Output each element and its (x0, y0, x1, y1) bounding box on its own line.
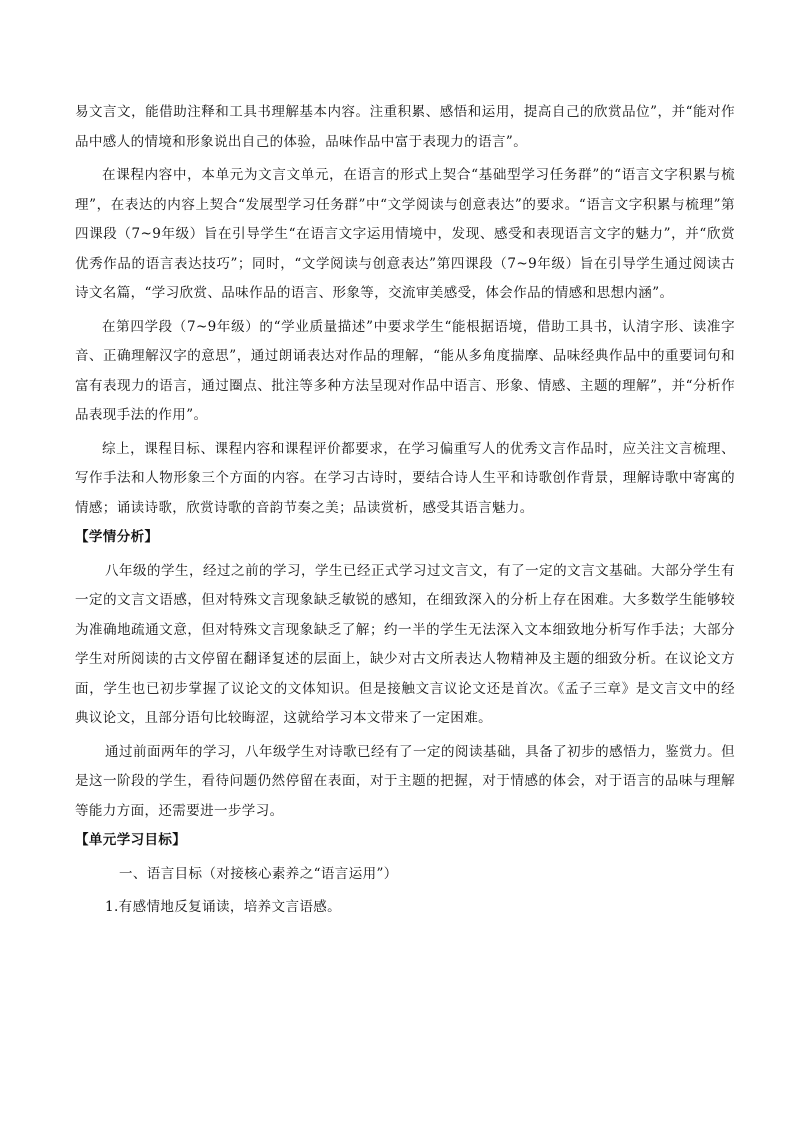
section-heading-student-analysis: 【学情分析】 (75, 529, 159, 545)
quality-description-paragraph: 在第四学段（7~9年级）的“学业质量描述”中要求学生“能根据语境，借助工具书，认清字形、读准字音、正确理解汉字的意思”，通过朗诵表达对作品的理解，“能从多角度揣摩、品味经典作品中的重要词句和富有表现力的语言，通过圈点、批注等多种方法呈现对作品中语言、形象、情感、主题的理解”，并“分析作品表现手法的作用”。 (75, 318, 735, 423)
document-page (75, 98, 735, 923)
section-heading-unit-goals: 【单元学习目标】 (75, 832, 187, 848)
goal-item-1: 1.有感情地反复诵读，培养文言语感。 (105, 899, 342, 915)
summary-paragraph: 综上，课程目标、课程内容和课程评价都要求，在学习偏重写人的优秀文言作品时，应关注文言梳理、写作手法和人物形象三个方面的内容。在学习古诗时，要结合诗人生平和诗歌创作背景，理解诗歌中寄寓的情感；诵读诗歌，欣赏诗歌的音韵节奏之美；品读赏析，感受其语言魅力。 (75, 440, 735, 516)
course-content-paragraph: 在课程内容中，本单元为文言文单元，在语言的形式上契合“基础型学习任务群”的“语言文字积累与梳理”，在表达的内容上契合“发展型学习任务群”中“文学阅读与创意表达”的要求。“语言文字积累与梳理”第四课段（7~9年级）旨在引导学生“在语言文字运用情境中，发现、感受和表现语言文字的魅力”，并“欣赏优秀作品的语言表达技巧”；同时，“文学阅读与创意表达”第四课段（7~9年级）旨在引导学生通过阅读古诗文名篇，“学习欣赏、品味作品的语言、形象等，交流审美感受，体会作品的情感和思想内涵”。 (75, 167, 735, 301)
goal-category-language: 一、语言目标（对接核心素养之“语言运用”） (119, 865, 398, 882)
student-analysis-paragraph-1: 八年级的学生，经过之前的学习，学生已经正式学习过文言文，有了一定的文言文基础。大部分学生有一定的文言文语感，但对特殊文言现象缺乏敏锐的感知，在细致深入的分析上存在困难。大多数学生能够较为准确地疏通文意，但对特殊文言现象缺乏了解；约一半的学生无法深入文本细致地分析写作手法；大部分学生对所阅读的古文停留在翻译复述的层面上，缺少对古文所表达人物精神及主题的细致分析。在议论文方面，学生也已初步掌握了议论文的文体知识。但是接触文言议论文还是首次。《孟子三章》是文言文中的经典议论文，且部分语句比较晦涩，这就给学习本文带来了一定困难。 (75, 562, 735, 726)
student-analysis-paragraph-2: 通过前面两年的学习，八年级学生对诗歌已经有了一定的阅读基础，具备了初步的感悟力，鉴赏力。但是这一阶段的学生，看待问题仍然停留在表面，对于主题的把握，对于情感的体会，对于语言的品味与理解等能力方面，还需要进一步学习。 (75, 743, 735, 819)
intro-continuation-paragraph: 易文言文，能借助注释和工具书理解基本内容。注重积累、感悟和运用，提高自己的欣赏品位”，并“能对作品中感人的情境和形象说出自己的体验，品味作品中富于表现力的语言”。 (75, 104, 735, 150)
